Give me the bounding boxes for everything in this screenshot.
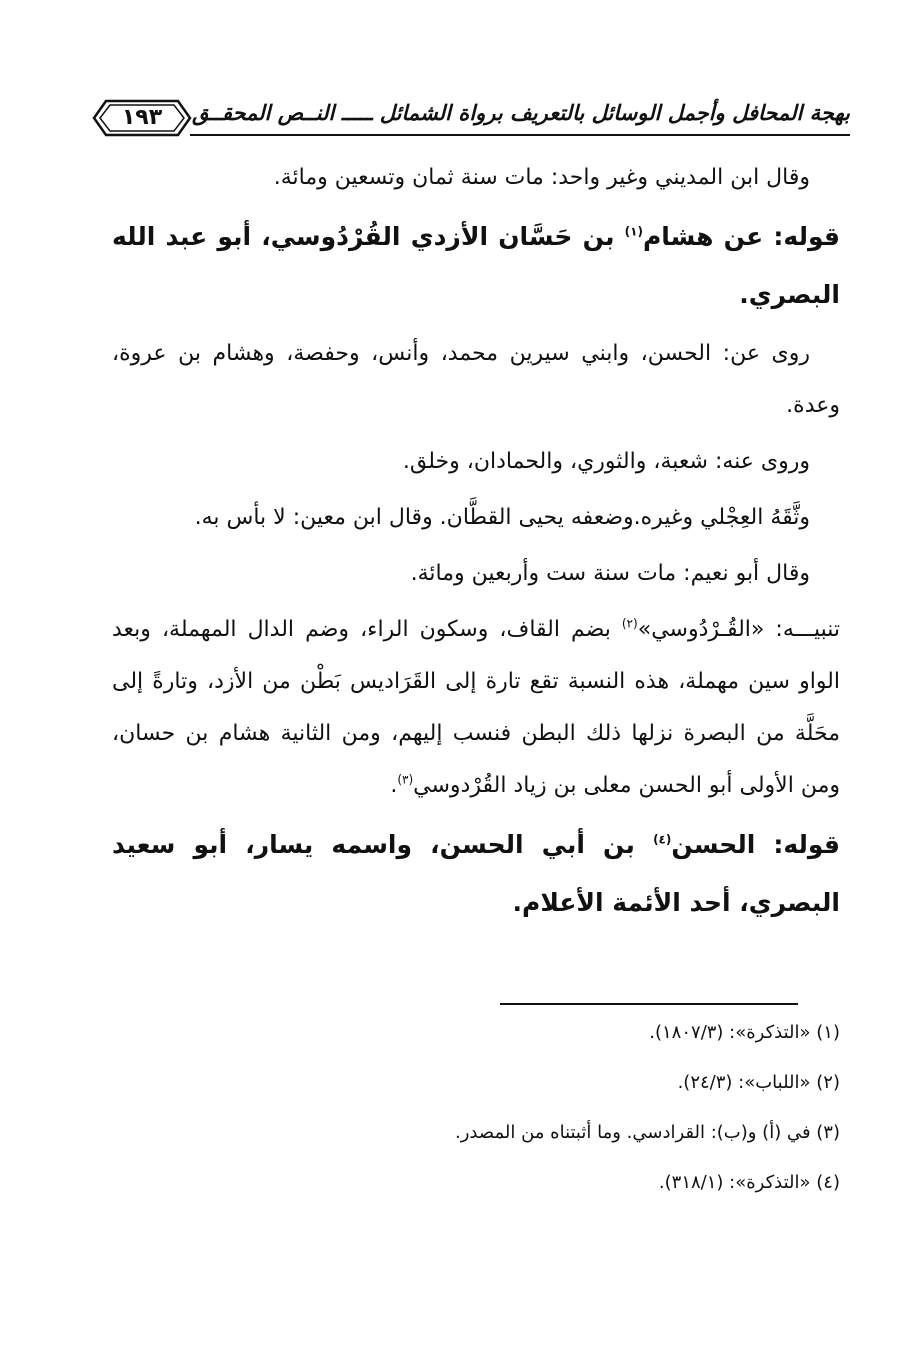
- footnotes: [112, 1020, 840, 1220]
- footnote-3: (٣) في (أ) و(ب): القرادسي. وما أثبتناه من المصدر.: [455, 1122, 840, 1143]
- footnote-4: (٤) «التذكرة»: (٣١٨/١).: [658, 1172, 840, 1193]
- paragraph-abu-nuaym: وقال أبو نعيم: مات سنة ست وأربعين ومائة.: [410, 561, 810, 586]
- footnote-ref[interactable]: (١): [624, 224, 643, 239]
- entry-heading-hasan: قوله: الحسن$^{(٤)}$ بن أبي الحسن، واسمه يسار، أبو سعيد البصري، أحد الأئمة الأعلام.: [112, 830, 840, 917]
- page-number-badge: [92, 98, 192, 138]
- footnote-1: (١) «التذكرة»: (١٨٠٧/٣).: [649, 1022, 840, 1043]
- header-title: بهجة المحافل وأجمل الوسائل بالتعريف برواة الشمائل ـــــ النــص المحقــق: [192, 100, 850, 125]
- footnote-separator: [500, 1003, 798, 1005]
- header-rule: [190, 134, 850, 136]
- footnote-ref[interactable]: (٢): [621, 616, 638, 631]
- page-number: ١٩٣: [121, 105, 163, 130]
- entry-heading-hisham: قوله: عن هشام$^{(١)}$ بن حَسَّان الأزدي القُرْدُوسي، أبو عبد الله البصري.: [112, 222, 841, 309]
- paragraph-narrated-from: روى عن: الحسن، وابني سيرين محمد، وأنس، وحفصة، وهشام بن عروة، وعدة.: [112, 341, 840, 418]
- paragraph-death-date: وقال ابن المديني وغير واحد: مات سنة ثمان وتسعين ومائة.: [273, 165, 810, 190]
- paragraph-narrated-by: وروى عنه: شعبة، والثوري، والحمادان، وخلق.: [402, 449, 810, 474]
- paragraph-grading: وثَّقَهُ العِجْلي وغيره.وضعفه يحيى القطَّان. وقال ابن معين: لا بأس به.: [194, 505, 810, 530]
- main-text: [112, 152, 840, 936]
- footnote-ref[interactable]: (٣): [397, 772, 414, 787]
- footnote-ref[interactable]: (٤): [653, 832, 672, 847]
- paragraph-note-qurdusi: تنبيـــه: «القُـرْدُوسي»$^{(٢)}$ بضم القاف، وسكون الراء، وضم الدال المهملة، وبعد الواو سين مهملة، هذه النسبة تقع تارة إلى القَرَاديس بَطْن من الأزد، وتارةً إلى محَلَّة من البصرة نزلها ذلك البطن فنسب إليهم، ومن الثانية هشام بن حسان، ومن الأولى أبو الحسن معلى بن زياد القُرْدوسي$^{(٣)}$.: [112, 616, 841, 798]
- running-header: [80, 88, 850, 142]
- footnote-2: (٢) «اللباب»: (٢٤/٣).: [677, 1072, 840, 1093]
